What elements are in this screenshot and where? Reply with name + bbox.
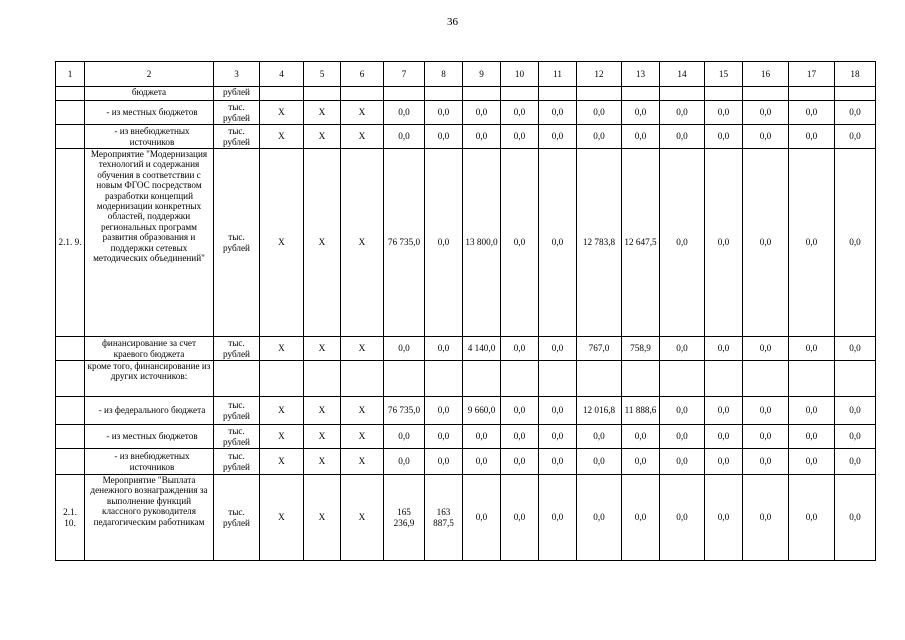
value-cell-col-5: Х — [304, 475, 341, 561]
header-cell-6: 6 — [341, 62, 384, 87]
value-cell-col-18: 0,0 — [835, 101, 876, 125]
header-cell-10: 10 — [501, 62, 539, 87]
value-cell-col-18: 0,0 — [835, 397, 876, 425]
table-row — [56, 337, 876, 361]
header-cell-16: 16 — [743, 62, 789, 87]
value-cell-col-14: 0,0 — [660, 475, 705, 561]
header-cell-1: 1 — [56, 62, 85, 87]
value-cell-col-7: 76 735,0 — [384, 149, 425, 337]
row-name: - из федерального бюджета — [85, 397, 214, 425]
value-cell-col-8: 0,0 — [425, 149, 463, 337]
unit-cell: тыс. рублей — [214, 475, 260, 561]
value-cell-col-7: 165 236,9 — [384, 475, 425, 561]
value-cell-col-10 — [501, 87, 539, 101]
value-cell-col-16: 0,0 — [743, 337, 789, 361]
value-cell-col-11: 0,0 — [539, 149, 577, 337]
value-cell-col-16: 0,0 — [743, 125, 789, 149]
value-cell-col-15: 0,0 — [705, 397, 743, 425]
row-number — [56, 361, 85, 397]
value-cell-col-16: 0,0 — [743, 425, 789, 449]
header-cell-18: 18 — [835, 62, 876, 87]
value-cell-col-11: 0,0 — [539, 475, 577, 561]
value-cell-col-15 — [705, 87, 743, 101]
value-cell-col-17: 0,0 — [789, 475, 835, 561]
row-number — [56, 425, 85, 449]
table-row — [56, 125, 876, 149]
value-cell-col-6 — [341, 361, 384, 397]
value-cell-col-8 — [425, 361, 463, 397]
value-cell-col-4 — [260, 361, 304, 397]
value-cell-col-14: 0,0 — [660, 425, 705, 449]
value-cell-col-12: 12 016,8 — [577, 397, 622, 425]
row-number — [56, 101, 85, 125]
row-number — [56, 337, 85, 361]
value-cell-col-13: 0,0 — [622, 101, 660, 125]
value-cell-col-12: 12 783,8 — [577, 149, 622, 337]
row-name: бюджета — [85, 87, 214, 101]
unit-cell: тыс. рублей — [214, 425, 260, 449]
value-cell-col-16: 0,0 — [743, 449, 789, 475]
value-cell-col-6 — [341, 87, 384, 101]
value-cell-col-11: 0,0 — [539, 337, 577, 361]
value-cell-col-18 — [835, 87, 876, 101]
value-cell-col-5 — [304, 87, 341, 101]
value-cell-col-10: 0,0 — [501, 149, 539, 337]
value-cell-col-8: 0,0 — [425, 125, 463, 149]
unit-cell: тыс. рублей — [214, 337, 260, 361]
unit-cell: тыс. рублей — [214, 149, 260, 337]
table-row — [56, 149, 876, 337]
value-cell-col-17: 0,0 — [789, 449, 835, 475]
table-row — [56, 449, 876, 475]
value-cell-col-6: Х — [341, 425, 384, 449]
value-cell-col-6: Х — [341, 449, 384, 475]
value-cell-col-12 — [577, 87, 622, 101]
value-cell-col-10: 0,0 — [501, 449, 539, 475]
value-cell-col-10: 0,0 — [501, 425, 539, 449]
value-cell-col-9: 0,0 — [463, 475, 501, 561]
value-cell-col-16: 0,0 — [743, 101, 789, 125]
value-cell-col-13 — [622, 87, 660, 101]
value-cell-col-4: Х — [260, 337, 304, 361]
header-cell-7: 7 — [384, 62, 425, 87]
value-cell-col-8 — [425, 87, 463, 101]
value-cell-col-10: 0,0 — [501, 397, 539, 425]
value-cell-col-6: Х — [341, 475, 384, 561]
value-cell-col-16 — [743, 87, 789, 101]
table-row — [56, 475, 876, 561]
value-cell-col-14: 0,0 — [660, 449, 705, 475]
value-cell-col-6: Х — [341, 125, 384, 149]
header-cell-3: 3 — [214, 62, 260, 87]
table-row — [56, 87, 876, 101]
value-cell-col-15: 0,0 — [705, 337, 743, 361]
value-cell-col-10: 0,0 — [501, 125, 539, 149]
value-cell-col-9: 13 800,0 — [463, 149, 501, 337]
value-cell-col-16: 0,0 — [743, 397, 789, 425]
value-cell-col-5: Х — [304, 449, 341, 475]
value-cell-col-17 — [789, 361, 835, 397]
value-cell-col-13: 12 647,5 — [622, 149, 660, 337]
value-cell-col-16: 0,0 — [743, 149, 789, 337]
value-cell-col-9: 9 660,0 — [463, 397, 501, 425]
value-cell-col-7: 0,0 — [384, 101, 425, 125]
value-cell-col-13: 758,9 — [622, 337, 660, 361]
row-name: - из внебюджетных источников — [85, 125, 214, 149]
header-cell-14: 14 — [660, 62, 705, 87]
value-cell-col-15: 0,0 — [705, 475, 743, 561]
value-cell-col-11: 0,0 — [539, 125, 577, 149]
value-cell-col-4: Х — [260, 475, 304, 561]
value-cell-col-15: 0,0 — [705, 149, 743, 337]
value-cell-col-15: 0,0 — [705, 101, 743, 125]
header-cell-8: 8 — [425, 62, 463, 87]
value-cell-col-5 — [304, 361, 341, 397]
unit-cell — [214, 361, 260, 397]
value-cell-col-5: Х — [304, 425, 341, 449]
value-cell-col-12 — [577, 361, 622, 397]
header-cell-5: 5 — [304, 62, 341, 87]
value-cell-col-11: 0,0 — [539, 101, 577, 125]
value-cell-col-10: 0,0 — [501, 475, 539, 561]
value-cell-col-12: 0,0 — [577, 125, 622, 149]
value-cell-col-9: 0,0 — [463, 425, 501, 449]
value-cell-col-7: 0,0 — [384, 425, 425, 449]
header-cell-13: 13 — [622, 62, 660, 87]
value-cell-col-9: 0,0 — [463, 449, 501, 475]
value-cell-col-12: 0,0 — [577, 475, 622, 561]
unit-cell: тыс. рублей — [214, 397, 260, 425]
value-cell-col-4: Х — [260, 149, 304, 337]
value-cell-col-13: 0,0 — [622, 475, 660, 561]
value-cell-col-6: Х — [341, 101, 384, 125]
value-cell-col-17: 0,0 — [789, 397, 835, 425]
row-number — [56, 125, 85, 149]
value-cell-col-18: 0,0 — [835, 337, 876, 361]
value-cell-col-6: Х — [341, 149, 384, 337]
value-cell-col-18: 0,0 — [835, 149, 876, 337]
value-cell-col-6: Х — [341, 337, 384, 361]
value-cell-col-5: Х — [304, 397, 341, 425]
row-name: - из внебюджетных источников — [85, 449, 214, 475]
header-cell-11: 11 — [539, 62, 577, 87]
table-row — [56, 397, 876, 425]
value-cell-col-5: Х — [304, 125, 341, 149]
header-cell-9: 9 — [463, 62, 501, 87]
value-cell-col-11: 0,0 — [539, 449, 577, 475]
value-cell-col-5: Х — [304, 149, 341, 337]
value-cell-col-15: 0,0 — [705, 125, 743, 149]
value-cell-col-14 — [660, 361, 705, 397]
value-cell-col-13 — [622, 361, 660, 397]
value-cell-col-4: Х — [260, 449, 304, 475]
value-cell-col-17 — [789, 87, 835, 101]
header-cell-15: 15 — [705, 62, 743, 87]
value-cell-col-9: 4 140,0 — [463, 337, 501, 361]
value-cell-col-8: 0,0 — [425, 337, 463, 361]
row-name: - из местных бюджетов — [85, 101, 214, 125]
value-cell-col-14: 0,0 — [660, 101, 705, 125]
value-cell-col-9 — [463, 87, 501, 101]
value-cell-col-17: 0,0 — [789, 337, 835, 361]
value-cell-col-18 — [835, 361, 876, 397]
value-cell-col-9 — [463, 361, 501, 397]
value-cell-col-18: 0,0 — [835, 449, 876, 475]
value-cell-col-18: 0,0 — [835, 425, 876, 449]
value-cell-col-11: 0,0 — [539, 397, 577, 425]
value-cell-col-13: 0,0 — [622, 449, 660, 475]
row-name: кроме того, финансирование из других источников: — [85, 361, 214, 397]
unit-cell: рублей — [214, 87, 260, 101]
value-cell-col-8: 0,0 — [425, 397, 463, 425]
value-cell-col-10 — [501, 361, 539, 397]
table-row — [56, 425, 876, 449]
value-cell-col-10: 0,0 — [501, 337, 539, 361]
value-cell-col-6: Х — [341, 397, 384, 425]
value-cell-col-17: 0,0 — [789, 125, 835, 149]
value-cell-col-11 — [539, 361, 577, 397]
budget-table — [55, 61, 876, 561]
value-cell-col-8: 0,0 — [425, 101, 463, 125]
value-cell-col-17: 0,0 — [789, 149, 835, 337]
value-cell-col-17: 0,0 — [789, 425, 835, 449]
value-cell-col-12: 0,0 — [577, 425, 622, 449]
value-cell-col-13: 0,0 — [622, 125, 660, 149]
value-cell-col-7: 76 735,0 — [384, 397, 425, 425]
value-cell-col-14: 0,0 — [660, 125, 705, 149]
row-number — [56, 449, 85, 475]
value-cell-col-14: 0,0 — [660, 149, 705, 337]
value-cell-col-9: 0,0 — [463, 101, 501, 125]
value-cell-col-8: 0,0 — [425, 425, 463, 449]
value-cell-col-15: 0,0 — [705, 449, 743, 475]
value-cell-col-13: 11 888,6 — [622, 397, 660, 425]
unit-cell: тыс. рублей — [214, 101, 260, 125]
value-cell-col-4: Х — [260, 397, 304, 425]
header-cell-12: 12 — [577, 62, 622, 87]
value-cell-col-5: Х — [304, 337, 341, 361]
header-cell-4: 4 — [260, 62, 304, 87]
value-cell-col-4: Х — [260, 101, 304, 125]
value-cell-col-11: 0,0 — [539, 425, 577, 449]
table-row — [56, 361, 876, 397]
value-cell-col-7 — [384, 361, 425, 397]
row-number: 2.1. 10. — [56, 475, 85, 561]
value-cell-col-7: 0,0 — [384, 337, 425, 361]
value-cell-col-12: 767,0 — [577, 337, 622, 361]
value-cell-col-15: 0,0 — [705, 425, 743, 449]
value-cell-col-11 — [539, 87, 577, 101]
value-cell-col-10: 0,0 — [501, 101, 539, 125]
row-number — [56, 397, 85, 425]
value-cell-col-15 — [705, 361, 743, 397]
value-cell-col-14: 0,0 — [660, 397, 705, 425]
page-number: 36 — [447, 16, 458, 28]
value-cell-col-7 — [384, 87, 425, 101]
row-name: финансирование за счет краевого бюджета — [85, 337, 214, 361]
value-cell-col-16: 0,0 — [743, 475, 789, 561]
table-body — [56, 62, 876, 561]
value-cell-col-17: 0,0 — [789, 101, 835, 125]
row-name: - из местных бюджетов — [85, 425, 214, 449]
header-cell-17: 17 — [789, 62, 835, 87]
row-number — [56, 87, 85, 101]
value-cell-col-18: 0,0 — [835, 475, 876, 561]
value-cell-col-4 — [260, 87, 304, 101]
row-name: Мероприятие "Выплата денежного вознаграждения за выполнение функций классного руководителя педагогическим работникам — [85, 475, 214, 561]
value-cell-col-8: 0,0 — [425, 449, 463, 475]
value-cell-col-13: 0,0 — [622, 425, 660, 449]
value-cell-col-12: 0,0 — [577, 101, 622, 125]
row-name: Мероприятие "Модернизация технологий и содержания обучения в соответствии с новым ФГОС посредством разработки концепций модернизации конкретных областей, поддержки региональных программ развития образования и поддержки сетевых методических объединений" — [85, 149, 214, 337]
value-cell-col-18: 0,0 — [835, 125, 876, 149]
value-cell-col-9: 0,0 — [463, 125, 501, 149]
value-cell-col-12: 0,0 — [577, 449, 622, 475]
row-number: 2.1. 9. — [56, 149, 85, 337]
value-cell-col-14 — [660, 87, 705, 101]
value-cell-col-7: 0,0 — [384, 449, 425, 475]
value-cell-col-8: 163 887,5 — [425, 475, 463, 561]
unit-cell: тыс. рублей — [214, 449, 260, 475]
value-cell-col-7: 0,0 — [384, 125, 425, 149]
header-cell-2: 2 — [85, 62, 214, 87]
header-row — [56, 62, 876, 87]
value-cell-col-4: Х — [260, 125, 304, 149]
value-cell-col-5: Х — [304, 101, 341, 125]
value-cell-col-14: 0,0 — [660, 337, 705, 361]
unit-cell: тыс. рублей — [214, 125, 260, 149]
table-row — [56, 101, 876, 125]
value-cell-col-16 — [743, 361, 789, 397]
value-cell-col-4: Х — [260, 425, 304, 449]
